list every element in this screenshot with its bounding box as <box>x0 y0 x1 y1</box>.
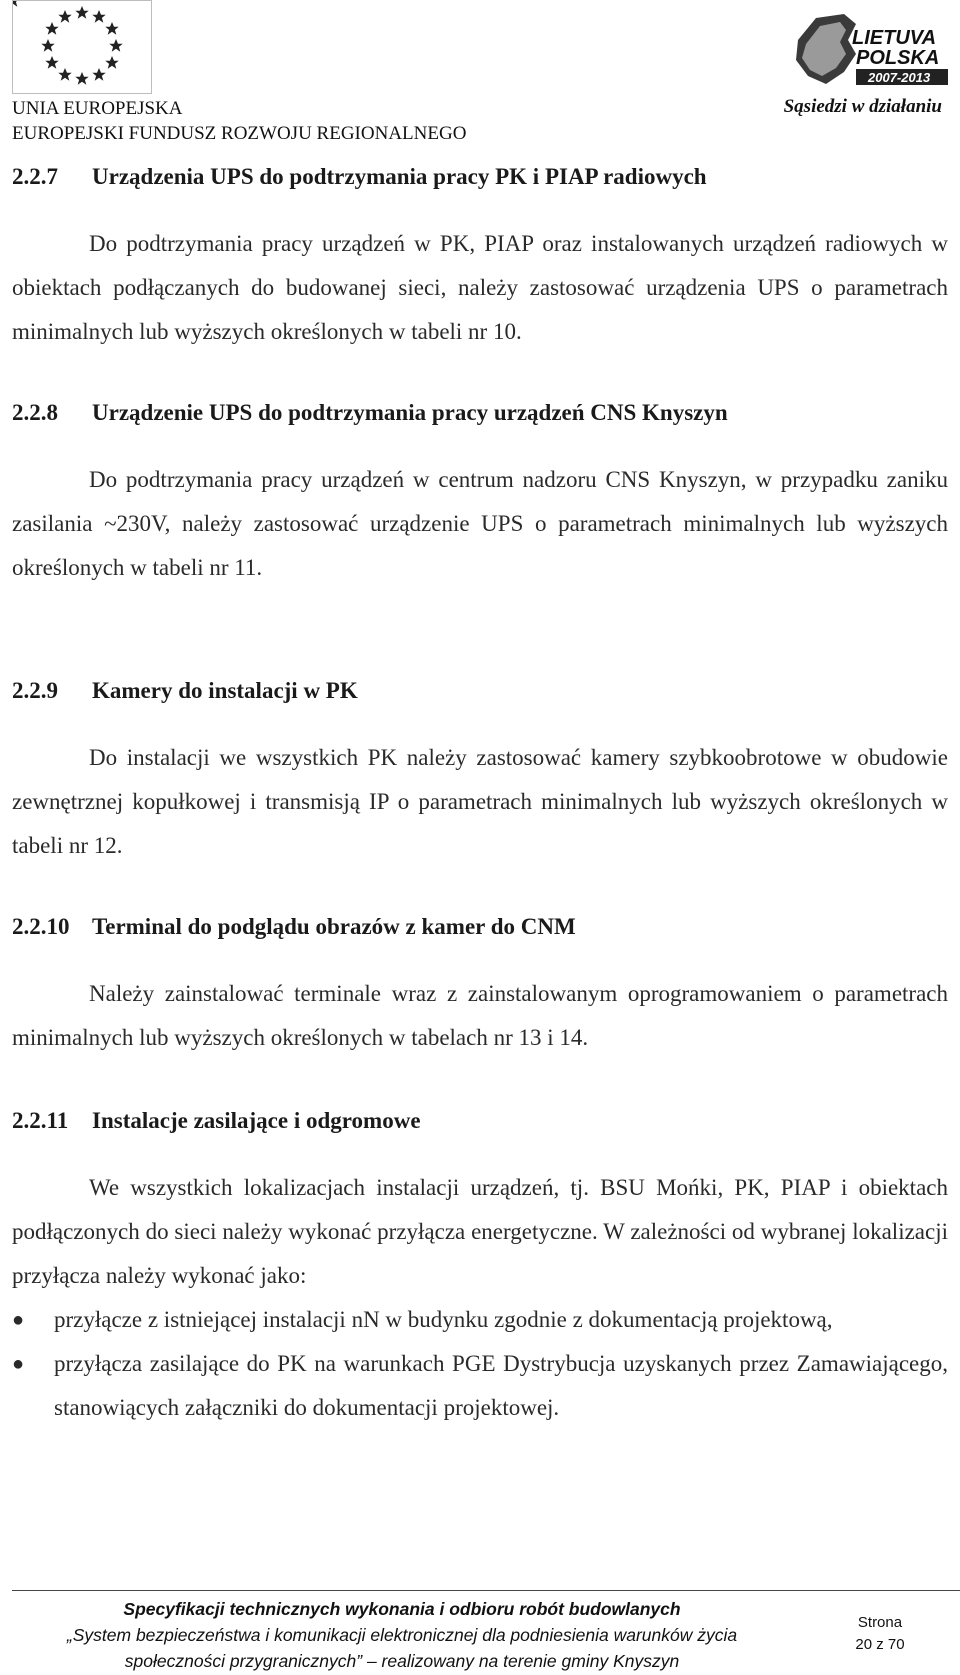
paragraph-text: Należy zainstalować terminale wraz z zainstalowanym oprogramowaniem o parametrach minimalnych lub wyższych określonych w tabelach nr 13 i 14. <box>12 981 948 1050</box>
section-heading <box>12 1108 421 1134</box>
section-heading <box>12 164 707 190</box>
footer-document-title <box>12 1596 792 1674</box>
list-item-text: przyłącza zasilające do PK na warunkach PGE Dystrybucja uzyskanych przez Zamawiającego, stanowiących załączniki do dokumentacji projektowej. <box>54 1351 948 1420</box>
section-number: 2.2.11 <box>12 1108 69 1133</box>
section-title: Instalacje zasilające i odgromowe <box>92 1108 421 1133</box>
eu-header-text <box>12 96 466 146</box>
paragraph-text: We wszystkich lokalizacjach instalacji urządzeń, tj. BSU Mońki, PK, PIAP i obiektach podłączonych do sieci należy wykonać przyłącza energetyczne. W zależności od wybranej lokalizacji przyłącza należy wykonać jako: <box>12 1175 948 1288</box>
footer-line-2: „System bezpieczeństwa i komunikacji elektronicznej dla podniesienia warunków życia <box>66 1625 738 1645</box>
section-number: 2.2.7 <box>12 164 58 189</box>
eu-line-2: EUROPEJSKI FUNDUSZ ROZWOJU REGIONALNEGO <box>12 123 467 144</box>
list-item-text: przyłącze z istniejącej instalacji nN w budynku zgodnie z dokumentacją projektową, <box>54 1307 833 1332</box>
section-paragraph <box>12 222 948 354</box>
list-item <box>12 1298 948 1342</box>
section-title: Terminal do podglądu obrazów z kamer do CNM <box>92 914 576 939</box>
section-title: Kamery do instalacji w PK <box>92 678 358 703</box>
paragraph-text: Do podtrzymania pracy urządzeń w centrum nadzoru CNS Knyszyn, w przypadku zaniku zasilania ~230V, należy zastosować urządzenie UPS o parametrach minimalnych lub wyższych określonych w tabeli nr 11. <box>12 467 948 580</box>
svg-text:2007-2013: 2007-2013 <box>868 70 931 85</box>
section-paragraph <box>12 458 948 590</box>
page-indicator <box>810 1612 950 1656</box>
section-paragraph <box>12 736 948 868</box>
bullet-icon: ● <box>12 1353 25 1375</box>
section-number: 2.2.8 <box>12 400 58 425</box>
page-number: 20 z 70 <box>855 1636 905 1653</box>
footer-line-1: Specyfikacji technicznych wykonania i odbioru robót budowlanych <box>123 1599 681 1619</box>
list-item <box>12 1342 948 1430</box>
paragraph-text: Do instalacji we wszystkich PK należy zastosować kamery szybkoobrotowe w obudowie zewnętrznej kopułkowej i transmisją IP o parametrach minimalnych lub wyższych określonych w tabeli nr 12. <box>12 745 948 858</box>
footer-line-3: społeczności przygranicznych” – realizowany na terenie gminy Knyszyn <box>124 1651 680 1671</box>
section-paragraph <box>12 1166 948 1298</box>
page-label: Strona <box>857 1614 903 1631</box>
svg-text:POLSKA: POLSKA <box>856 47 940 69</box>
section-number: 2.2.9 <box>12 678 58 703</box>
section-title: Urządzenie UPS do podtrzymania pracy urządzeń CNS Knyszyn <box>92 400 728 425</box>
footer-divider <box>12 1590 960 1591</box>
section-heading <box>12 678 358 704</box>
section-number: 2.2.10 <box>12 914 70 939</box>
bullet-icon: ● <box>12 1309 25 1331</box>
eu-flag-logo <box>12 0 152 94</box>
lietuva-polska-logo <box>786 10 952 92</box>
section-heading <box>12 400 728 426</box>
section-title: Urządzenia UPS do podtrzymania pracy PK i PIAP radiowych <box>92 164 707 189</box>
map-emblem-icon <box>786 10 952 92</box>
program-tagline: Sąsiedzi w działaniu <box>783 96 942 117</box>
eu-line-1: UNIA EUROPEJSKA <box>12 98 183 119</box>
section-paragraph <box>12 972 948 1060</box>
paragraph-text: Do podtrzymania pracy urządzeń w PK, PIAP oraz instalowanych urządzeń radiowych w obiektach podłączanych do budowanej sieci, należy zastosować urządzenia UPS o parametrach minimalnych lub wyższych określonych w tabeli nr 10. <box>12 231 948 344</box>
eu-stars-icon <box>13 1 151 93</box>
svg-text:LIETUVA: LIETUVA <box>852 27 937 49</box>
section-heading <box>12 914 576 940</box>
